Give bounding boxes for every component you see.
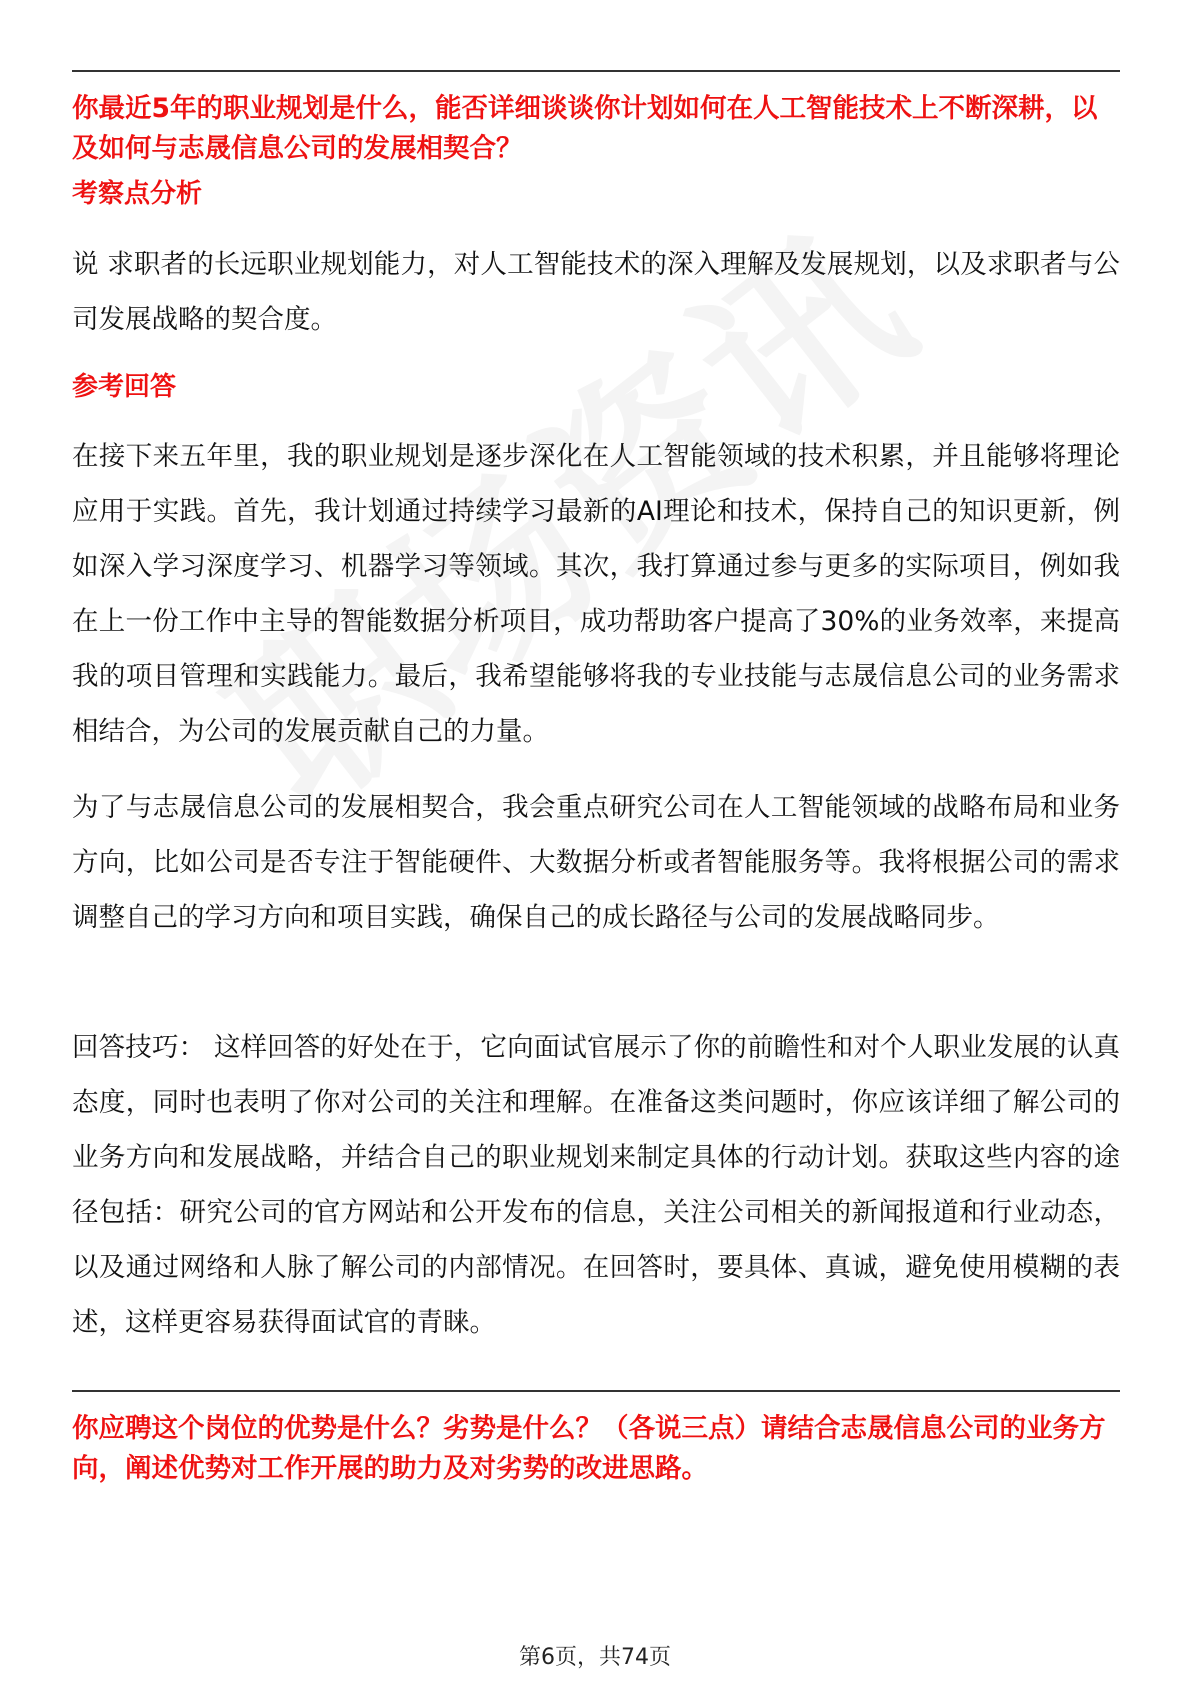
analysis-heading: 考察点分析 — [72, 179, 203, 209]
question-1: 你最近5年的职业规划是什么，能否详细谈谈你计划如何在人工智能技术上不断深耕，以及如何与志晟信息公司的发展相契合？ — [72, 93, 1098, 164]
top-divider — [72, 70, 1120, 72]
reference-paragraph-1: 在接下来五年里，我的职业规划是逐步深化在人工智能领域的技术积累，并且能够将理论应用于实践。首先，我计划通过持续学习最新的AI理论和技术，保持自己的知识更新，例如深入学习深度学习、机器学习等领域。其次，我打算通过参与更多的实际项目，例如我在上一份工作中主导的智能数据分析项目，成功帮助客户提高了30%的业务效率，来提高我的项目管理和实践能力。最后，我希望能够将我的专业技能与志晟信息公司的业务需求相结合，为公司的发展贡献自己的力量。 — [72, 441, 1120, 747]
bottom-divider — [72, 1390, 1120, 1392]
answer-tips-paragraph: 回答技巧： 这样回答的好处在于，它向面试官展示了你的前瞻性和对个人职业发展的认真态度，同时也表明了你对公司的关注和理解。在准备这类问题时，你应该详细了解公司的业务方向和发展战略，并结合自己的职业规划来制定具体的行动计划。获取这些内容的途径包括：研究公司的官方网站和公开发布的信息，关注公司相关的新闻报道和行业动态，以及通过网络和人脉了解公司的内部情况。在回答时，要具体、真诚，避免使用模糊的表述，这样更容易获得面试官的青睐。 — [72, 1032, 1120, 1338]
reference-paragraph-2: 为了与志晟信息公司的发展相契合，我会重点研究公司在人工智能领域的战略布局和业务方向，比如公司是否专注于智能硬件、大数据分析或者智能服务等。我将根据公司的需求调整自己的学习方向和项目实践，确保自己的成长路径与公司的发展战略同步。 — [72, 792, 1120, 933]
reference-heading: 参考回答 — [72, 372, 177, 402]
question-2: 你应聘这个岗位的优势是什么？劣势是什么？（各说三点）请结合志晟信息公司的业务方向，阐述优势对工作开展的助力及对劣势的改进思路。 — [72, 1413, 1106, 1484]
page-number: 第6页，共74页 — [519, 1645, 671, 1670]
analysis-text: 说 求职者的长远职业规划能力，对人工智能技术的深入理解及发展规划，以及求职者与公司发展战略的契合度。 — [72, 249, 1120, 335]
